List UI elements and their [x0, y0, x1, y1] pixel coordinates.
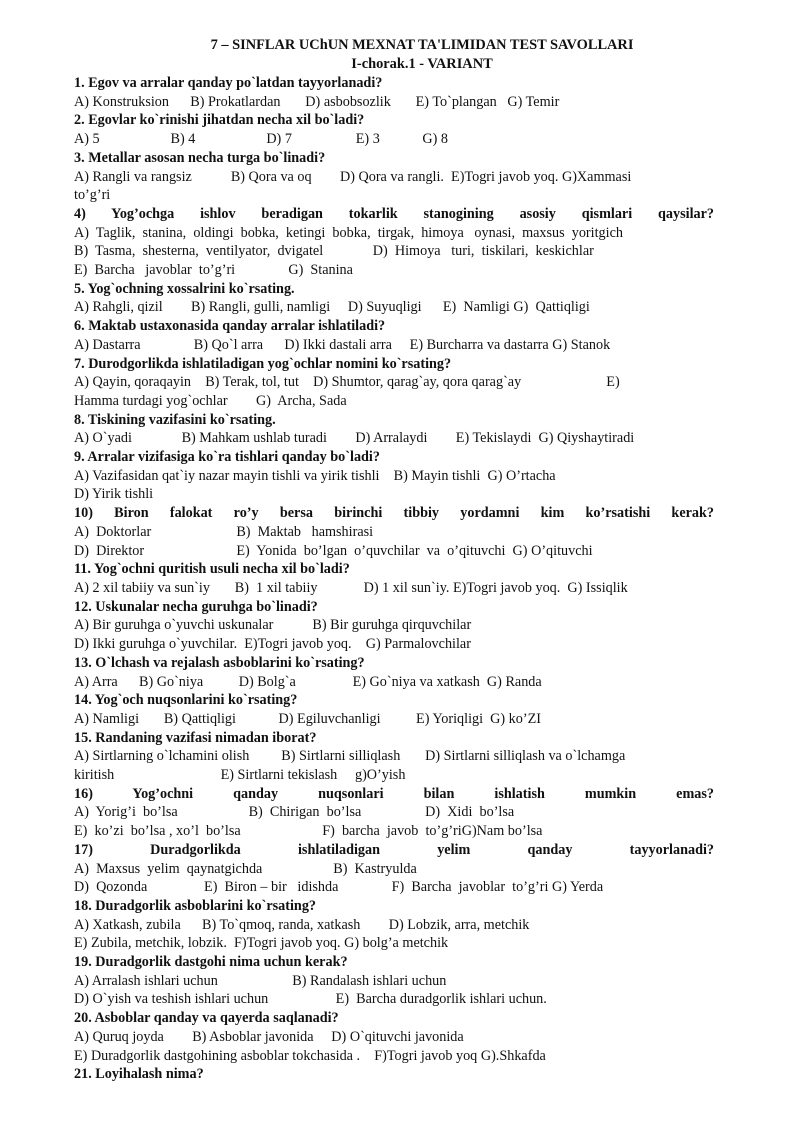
question-block: [74, 74, 714, 111]
answer-options-line: A) Dastarra B) Qo`l arra D) Ikki dastali arra E) Burcharra va dastarra G) Stanok: [74, 336, 611, 353]
question-text: 7. Durodgorlikda ishlatiladigan yog`ochlar nomini ko`rsating?: [74, 355, 452, 372]
answer-options-line: A) Taglik, stanina, oldingi bobka, ketingi bobka, tirgak, himoya oynasi, maxsus yoritgich: [74, 224, 623, 241]
question-block: [74, 1065, 714, 1084]
answer-options-line: A) O`yadi B) Mahkam ushlab turadi D) Arralaydi E) Tekislaydi G) Qiyshaytiradi: [74, 430, 635, 447]
question-text: 15. Randaning vazifasi nimadan iborat?: [74, 729, 317, 746]
question-block: [74, 149, 714, 205]
question-text: 19. Duradgorlik dastgohi nima uchun kerak?: [74, 954, 348, 971]
answer-options-line: A) Bir guruhga o`yuvchi uskunalar B) Bir guruhga qirquvchilar: [74, 617, 472, 634]
question-text: 18. Duradgorlik asboblarini ko`rsating?: [74, 897, 317, 914]
answer-options-line: B) Tasma, shesterna, ventilyator, dvigatel D) Himoya turi, tiskilari, keskichlar: [74, 243, 594, 260]
answer-options-line: Hamma turdagi yog`ochlar G) Archa, Sada: [74, 392, 347, 409]
question-text: 17) Duradgorlikda ishlatiladigan yelim qanday tayyorlanadi?: [74, 841, 714, 858]
question-text: 3. Metallar asosan necha turga bo`linadi?: [74, 149, 326, 166]
answer-options-line: A) Xatkash, zubila B) To`qmoq, randa, xatkash D) Lobzik, arra, metchik: [74, 916, 530, 933]
answer-options-line: A) Rahgli, qizil B) Rangli, gulli, namligi D) Suyuqligi E) Namligi G) Qattiqligi: [74, 299, 590, 316]
answer-options-line: to’g’ri: [74, 187, 111, 204]
question-block: [74, 111, 714, 148]
answer-options-line: E) ko’zi bo’lsa , xo’l bo’lsa F) barcha javob to’g’riG)Nam bo’lsa: [74, 823, 543, 840]
question-block: [74, 598, 714, 654]
question-block: [74, 411, 714, 448]
question-block: [74, 654, 714, 691]
question-block: [74, 504, 714, 560]
answer-options-line: A) Yorig’i bo’lsa B) Chirigan bo’lsa D) Xidi bo’lsa: [74, 804, 515, 821]
question-text: 16) Yog’ochni qanday nuqsonlari bilan ishlatish mumkin emas?: [74, 785, 714, 802]
answer-options-line: A) Konstruksion B) Prokatlardan D) asbobsozlik E) To`plangan G) Temir: [74, 93, 560, 110]
question-text: 5. Yog`ochning xossalrini ko`rsating.: [74, 280, 295, 297]
answer-options-line: A) Vazifasidan qat`iy nazar mayin tishli va yirik tishli B) Mayin tishli G) O’rtacha: [74, 467, 556, 484]
question-text: 6. Maktab ustaxonasida qanday arralar ishlatiladi?: [74, 318, 386, 335]
question-block: [74, 560, 714, 597]
question-block: [74, 205, 714, 280]
answer-options-line: A) 5 B) 4 D) 7 E) 3 G) 8: [74, 131, 448, 148]
question-text: 11. Yog`ochni quritish usuli necha xil bo`ladi?: [74, 561, 350, 578]
question-text: 8. Tiskining vazifasini ko`rsating.: [74, 411, 276, 428]
question-block: [74, 448, 714, 504]
answer-options-line: A) Qayin, qoraqayin B) Terak, tol, tut D) Shumtor, qarag`ay, qora qarag`ay E): [74, 374, 620, 391]
answer-options-line: A) Arralash ishlari uchun B) Randalash ishlari uchun: [74, 972, 447, 989]
question-text: 21. Loyihalash nima?: [74, 1066, 204, 1083]
question-block: [74, 355, 714, 411]
question-text: 10) Biron falokat ro’y bersa birinchi tibbiy yordamni kim ko’rsatishi kerak?: [74, 505, 714, 522]
document-title: 7 – SINFLAR UChUN MEXNAT TA'LIMIDAN TEST SAVOLLARI: [210, 37, 634, 53]
answer-options-line: D) Ikki guruhga o`yuvchilar. E)Togri javob yoq. G) Parmalovchilar: [74, 636, 471, 653]
question-block: [74, 691, 714, 728]
answer-options-line: E) Zubila, metchik, lobzik. F)Togri javob yoq. G) bolg’a metchik: [74, 935, 449, 952]
answer-options-line: A) 2 xil tabiiy va sun`iy B) 1 xil tabiiy D) 1 xil sun`iy. E)Togri javob yoq. G) Issiqlik: [74, 579, 628, 596]
document-subtitle: I-chorak.1 - VARIANT: [351, 56, 493, 72]
answer-options-line: A) Namligi B) Qattiqligi D) Egiluvchanligi E) Yoriqligi G) ko’ZI: [74, 710, 541, 727]
answer-options-line: A) Sirtlarning o`lchamini olish B) Sirtlarni silliqlash D) Sirtlarni silliqlash va o`lchamga: [74, 748, 626, 765]
question-block: [74, 317, 714, 354]
answer-options-line: A) Maxsus yelim qaynatgichda B) Kastryulda: [74, 860, 417, 877]
question-text: 14. Yog`och nuqsonlarini ko`rsating?: [74, 692, 298, 709]
answer-options-line: A) Doktorlar B) Maktab hamshirasi: [74, 523, 374, 540]
question-text: 1. Egov va arralar qanday po`latdan tayyorlanadi?: [74, 75, 383, 91]
answer-options-line: A) Arra B) Go`niya D) Bolg`a E) Go`niya va xatkash G) Randa: [74, 673, 542, 690]
question-text: 20. Asboblar qanday va qayerda saqlanadi?: [74, 1010, 339, 1027]
answer-options-line: D) Direktor E) Yonida bo’lgan o’quvchilar va o’qituvchi G) O’qituvchi: [74, 542, 593, 559]
answer-options-line: D) Yirik tishli: [74, 486, 154, 503]
answer-options-line: A) Rangli va rangsiz B) Qora va oq D) Qora va rangli. E)Togri javob yoq. G)Xammasi: [74, 168, 632, 185]
question-text: 13. O`lchash va rejalash asboblarini ko`rsating?: [74, 654, 365, 671]
question-block: [74, 785, 714, 841]
question-block: [74, 841, 714, 897]
answer-options-line: kiritish E) Sirtlarni tekislash g)O’yish: [74, 767, 406, 784]
answer-options-line: D) Qozonda E) Biron – bir idishda F) Barcha javoblar to’g’ri G) Yerda: [74, 879, 604, 896]
answer-options-line: A) Quruq joyda B) Asboblar javonida D) O`qituvchi javonida: [74, 1028, 464, 1045]
answer-options-line: D) O`yish va teshish ishlari uchun E) Barcha duradgorlik ishlari uchun.: [74, 991, 547, 1008]
question-list: [74, 74, 714, 1084]
question-text: 2. Egovlar ko`rinishi jihatdan necha xil bo`ladi?: [74, 112, 365, 129]
answer-options-line: E) Barcha javoblar to’g’ri G) Stanina: [74, 262, 353, 279]
answer-options-line: E) Duradgorlik dastgohining asboblar tokchasida . F)Togri javob yoq G).Shkafda: [74, 1047, 546, 1064]
question-block: [74, 729, 714, 785]
question-text: 4) Yog’ochga ishlov beradigan tokarlik stanogining asosiy qismlari qaysilar?: [74, 205, 714, 222]
question-text: 12. Uskunalar necha guruhga bo`linadi?: [74, 598, 318, 615]
question-text: 9. Arralar vizifasiga ko`ra tishlari qanday bo`ladi?: [74, 449, 380, 466]
question-block: [74, 897, 714, 953]
question-block: [74, 1009, 714, 1065]
question-block: [74, 280, 714, 317]
question-block: [74, 953, 714, 1009]
